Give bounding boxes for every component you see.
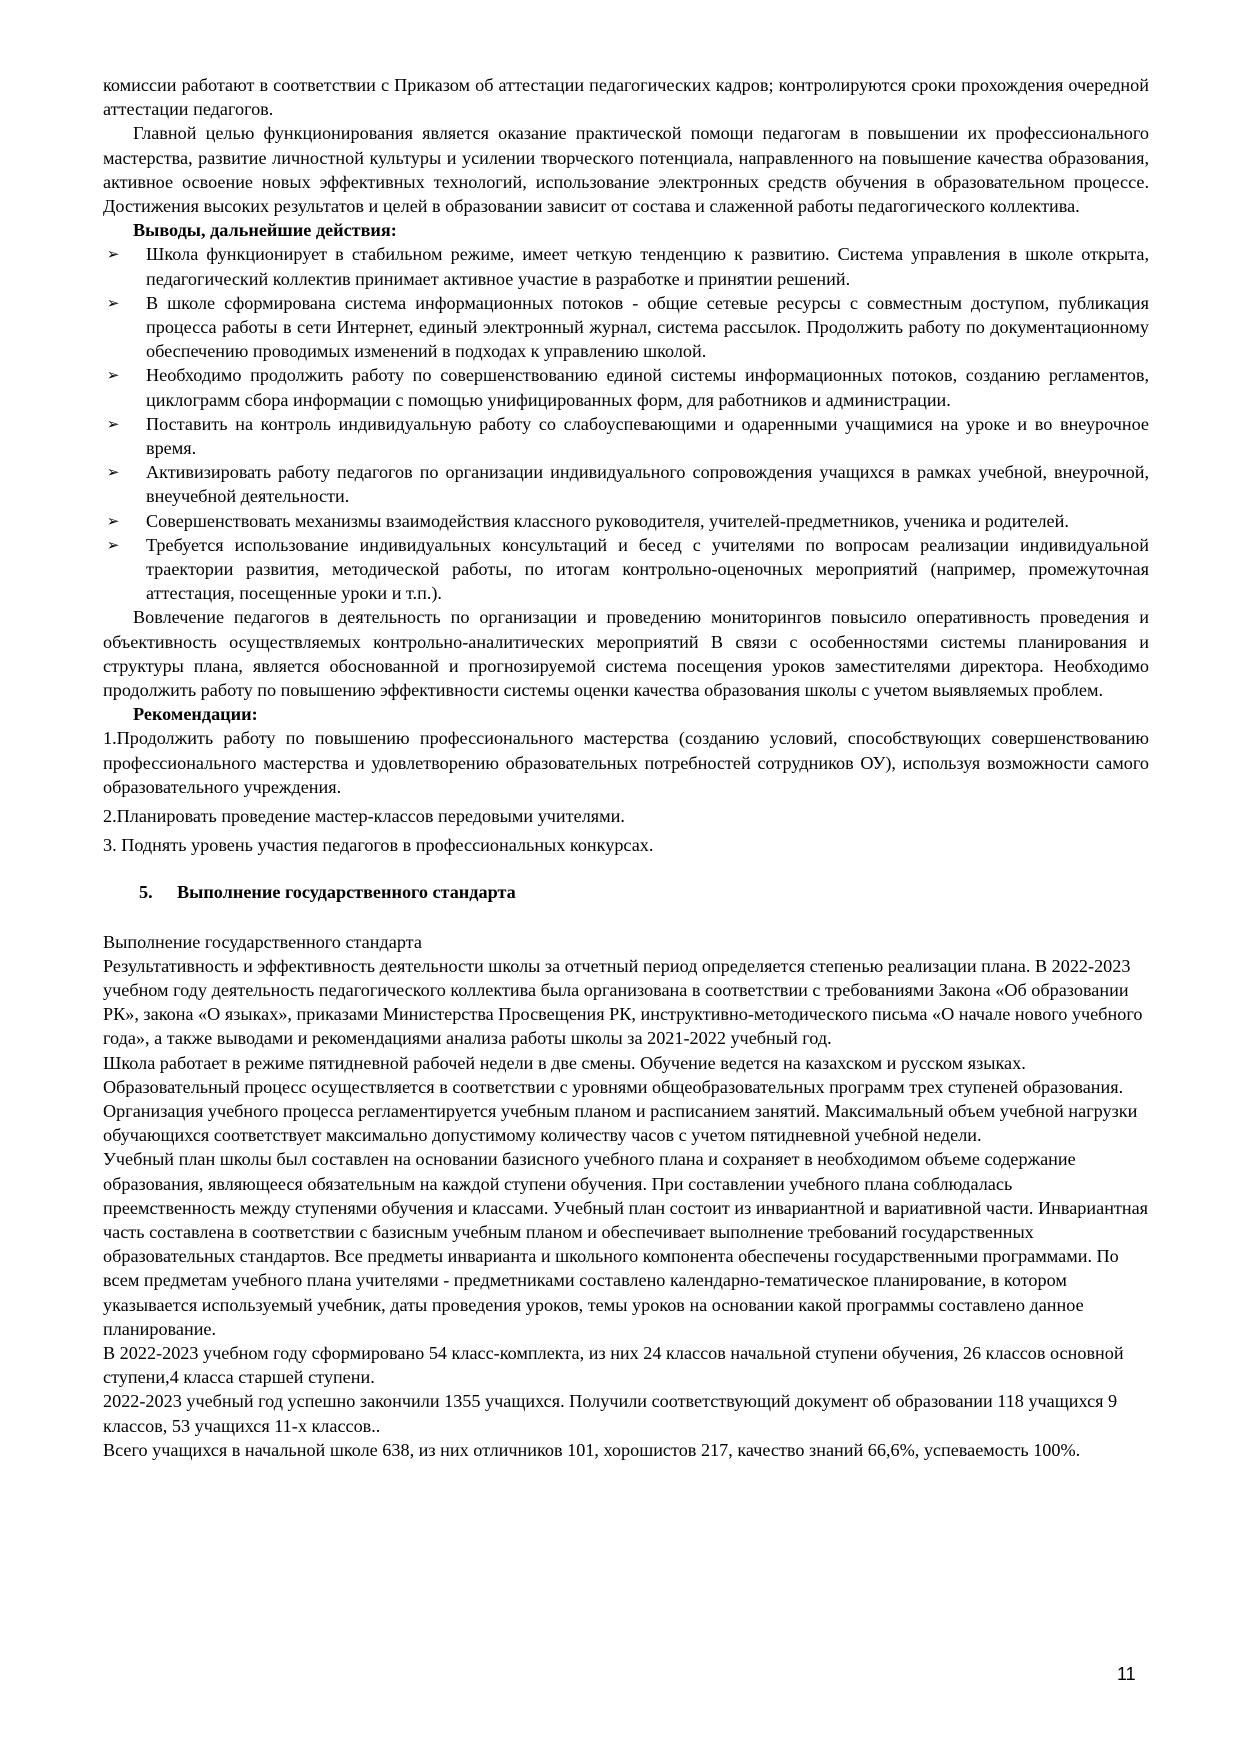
arrow-bullet-icon: ➢: [106, 414, 120, 433]
intro-paragraph-1: комиссии работают в соответствии с Приказом об аттестации педагогических кадров; контролируются сроки прохождения очередной аттестации педагогов.: [103, 75, 1149, 120]
list-item-text: Необходимо продолжить работу по совершенствованию единой системы информационных потоков, созданию регламентов, циклограмм сбора информации с помощью унифицированных форм, для работников и администрации.: [146, 365, 1149, 410]
conclusions-heading: Выводы, дальнейшие действия:: [133, 220, 397, 241]
list-item-text: В школе сформирована система информационных потоков - общие сетевые ресурсы с совместным доступом, публикация процесса работы в сети Интернет, единый электронный журнал, система рассылок. Продолжить работу по документационному обеспечению проводимых изменений в подходах к управлению школой.: [146, 292, 1149, 362]
standard-paragraph: Результативность и эффективность деятельности школы за отчетный период определяется степенью реализации плана. В 2022-2023 учебном году деятельность педагогического коллектива была организована в соответствии с требованиями Закона «Об образовании РК», закона «О языках», приказами Министерства Просвещения РК, инструктивно-методического письма «О начале нового учебного года», а также выводами и рекомендациями анализа работы школы за 2021-2022 учебный год.: [103, 955, 1143, 1049]
recommendation-item: 1.Продолжить работу по повышению профессионального мастерства (созданию условий, способствующих совершенствованию профессионального мастерства и удовлетворению образовательных потребностей сотрудников ОУ), используя возможности самого образовательного учреждения.: [103, 728, 1149, 797]
recommendations-list: [103, 726, 1149, 857]
list-item: [103, 242, 1149, 290]
standard-paragraph: Школа работает в режиме пятидневной рабочей недели в две смены. Обучение ведется на казахском и русском языках. Образовательный процесс осуществляется в соответствии с уровнями общеобразовательных программ трех ступеней образования. Организация учебного процесса регламентируется учебным планом и расписанием занятий. Максимальный объем учебной нагрузки обучающихся соответствует максимально допустимому количеству часов с учетом пятидневной учебной недели.: [103, 1052, 1138, 1146]
arrow-bullet-icon: ➢: [106, 535, 120, 554]
arrow-bullet-icon: ➢: [106, 245, 120, 264]
arrow-bullet-icon: ➢: [106, 366, 120, 385]
standard-paragraph: Учебный план школы был составлен на основании базисного учебного плана и сохраняет в необходимом объеме содержание образования, являющееся обязательным на каждой ступени обучения. При составлении учебного плана соблюдалась преемственность между ступенями обучения и классами. Учебный план состоит из инвариантной и вариативной части. Инвариантная часть составлена в соответствии с базисным учебным планом и обеспечивает выполнение требований государственных образовательных стандартов. Все предметы инварианта и школьного компонента обеспечены государственными программами. По всем предметам учебного плана учителями - предметниками составлено календарно-тематическое планирование, в котором указывается используемый учебник, даты проведения уроков, темы уроков на основании какой программы составлено данное планирование.: [103, 1149, 1149, 1339]
arrow-bullet-icon: ➢: [106, 463, 120, 482]
recommendations-heading: Рекомендации:: [133, 704, 258, 725]
list-item-text: Требуется использование индивидуальных консультаций и бесед с учителями по вопросам реализации индивидуальной траектории развития, методической работы, по итогам контрольно-оценочных мероприятий (например, промежуточная аттестация, посещенные уроки и т.п.).: [146, 534, 1149, 604]
list-item: [103, 363, 1149, 411]
recommendation-item: 2.Планировать проведение мастер-классов передовыми учителями.: [103, 806, 625, 827]
page-number: 11: [1117, 1664, 1136, 1684]
conclusions-list: [103, 242, 1149, 605]
list-item: [103, 509, 1149, 533]
list-item: [103, 412, 1149, 460]
list-item-text: Совершенствовать механизмы взаимодействия классного руководителя, учителей-предметников, ученика и родителей.: [146, 510, 1069, 531]
intro-paragraph-2: Главной целью функционирования является оказание практической помощи педагогам в повышении их профессионального мастерства, развитие личностной культуры и усилении творческого потенциала, направленного на повышение качества образования, активное освоение новых эффективных технологий, использование электронных средств обучения в образовательном процессе. Достижения высоких результатов и целей в образовании зависит от состава и слаженной работы педагогического коллектива.: [103, 123, 1149, 217]
recommendation-item: 3. Поднять уровень участия педагогов в профессиональных конкурсах.: [103, 835, 654, 856]
list-item: [103, 533, 1149, 606]
standard-paragraph: 2022-2023 учебный год успешно закончили 1355 учащихся. Получили соответствующий документ об образовании 118 учащихся 9 классов, 53 учащихся 11-х классов..: [103, 1391, 1118, 1436]
standard-paragraph: В 2022-2023 учебном году сформировано 54 класс-комплекта, из них 24 классов начальной ступени обучения, 26 классов основной ступени,4 класса старшей ступени.: [103, 1342, 1124, 1388]
section-title: Выполнение государственного стандарта: [177, 881, 516, 902]
arrow-bullet-icon: ➢: [106, 293, 120, 312]
list-item-text: Активизировать работу педагогов по организации индивидуального сопровождения учащихся в рамках учебной, внеурочной, внеучебной деятельности.: [146, 462, 1149, 507]
document-page: [103, 73, 1149, 1462]
standard-subtitle: Выполнение государственного стандарта: [103, 931, 422, 952]
arrow-bullet-icon: ➢: [106, 511, 120, 530]
list-item: [103, 291, 1149, 364]
involvement-paragraph: Вовлечение педагогов в деятельность по организации и проведению мониторингов повысило оперативность проведения и объективность осуществляемых контрольно-аналитических мероприятий В связи с особенностями системы планирования и структуры плана, является обоснованной и прогнозируемой система посещения уроков заместителями директора. Необходимо продолжить работу по повышению эффективности системы оценки качества образования школы с учетом выявляемых проблем.: [103, 607, 1149, 701]
standard-paragraph: Всего учащихся в начальной школе 638, из них отличников 101, хорошистов 217, качество знаний 66,6%, успеваемость 100%.: [103, 1439, 1081, 1460]
section-heading: [139, 880, 1149, 904]
list-item-text: Поставить на контроль индивидуальную работу со слабоуспевающими и одаренными учащимися на уроке и во внеурочное время.: [146, 413, 1149, 459]
list-item: [103, 460, 1149, 508]
section-number: 5.: [139, 881, 153, 902]
list-item-text: Школа функционирует в стабильном режиме, имеет четкую тенденцию к развитию. Система управления в школе открыта, педагогический коллектив принимает активное участие в разработке и принятии решений.: [146, 244, 1149, 289]
